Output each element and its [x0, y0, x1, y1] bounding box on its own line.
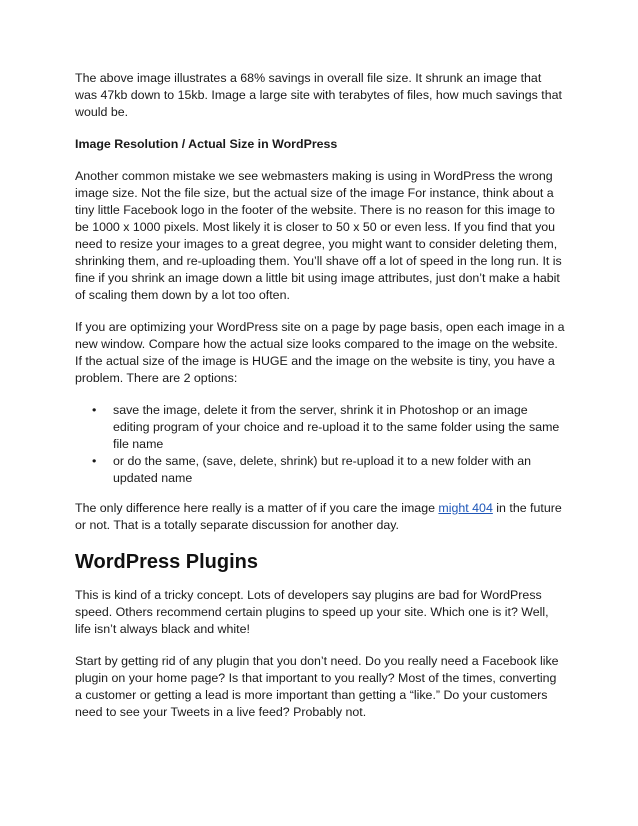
paragraph-optimizing: If you are optimizing your WordPress site on a page by page basis, open each image in a new window. Compare how the actual size looks compared to the image on the website. If the actual size of the image is HUGE and the image on the website is tiny, you have a problem. There are 2 options: — [75, 320, 565, 385]
options-list — [75, 402, 565, 487]
subheading-image-resolution: Image Resolution / Actual Size in WordPress — [75, 137, 338, 151]
paragraph-difference-text-2: in the future or not. That is a totally separate discussion for another day. — [75, 501, 562, 532]
paragraph-savings: The above image illustrates a 68% savings in overall file size. It shrunk an image that was 47kb down to 15kb. Image a large site with terabytes of files, how much savings that would be. — [75, 71, 562, 119]
list-item-text: save the image, delete it from the server, shrink it in Photoshop or an image editing program of your choice and re-upload it to the same folder using the same file name — [113, 403, 560, 451]
list-item — [75, 453, 565, 487]
document-page — [75, 70, 565, 736]
might-404-link[interactable]: might 404 — [438, 501, 493, 515]
list-item-text: or do the same, (save, delete, shrink) but re-upload it to a new folder with an updated name — [113, 454, 532, 485]
paragraph-difference — [75, 500, 565, 534]
paragraph-plugins-removal: Start by getting rid of any plugin that you don’t need. Do you really need a Facebook like plugin on your home page? Is that important to you really? Most of the times, converting a customer or getting a lead is more important than getting a “like.” Do your customers need to see your Tweets in a live feed? Probably not. — [75, 654, 559, 719]
paragraph-tricky-concept: This is kind of a tricky concept. Lots of developers say plugins are bad for WordPress speed. Others recommend certain plugins to speed up your site. Which one is it? Well, life isn’t always black and white! — [75, 588, 549, 636]
paragraph-difference-text-1: The only difference here really is a matter of if you care the image — [75, 501, 439, 515]
list-item — [75, 402, 565, 453]
heading-wordpress-plugins: WordPress Plugins — [75, 551, 259, 573]
bullet-icon: • — [92, 454, 97, 468]
paragraph-image-size: Another common mistake we see webmasters making is using in WordPress the wrong image size. Not the file size, but the actual size of the image For instance, think about a tiny little Facebook logo in the footer of the website. There is no reason for this image to be 1000 x 1000 pixels. Most likely it is closer to 50 x 50 or even less. If you find that you need to resize your images to a great degree, you might want to consider deleting them, shrinking them, and re-uploading them. You’ll shave off a lot of speed in the long run. It is fine if you shrink an image down a little bit using image attributes, just don’t make a habit of scaling them down by a lot too often. — [75, 169, 562, 302]
bullet-icon: • — [92, 403, 97, 417]
